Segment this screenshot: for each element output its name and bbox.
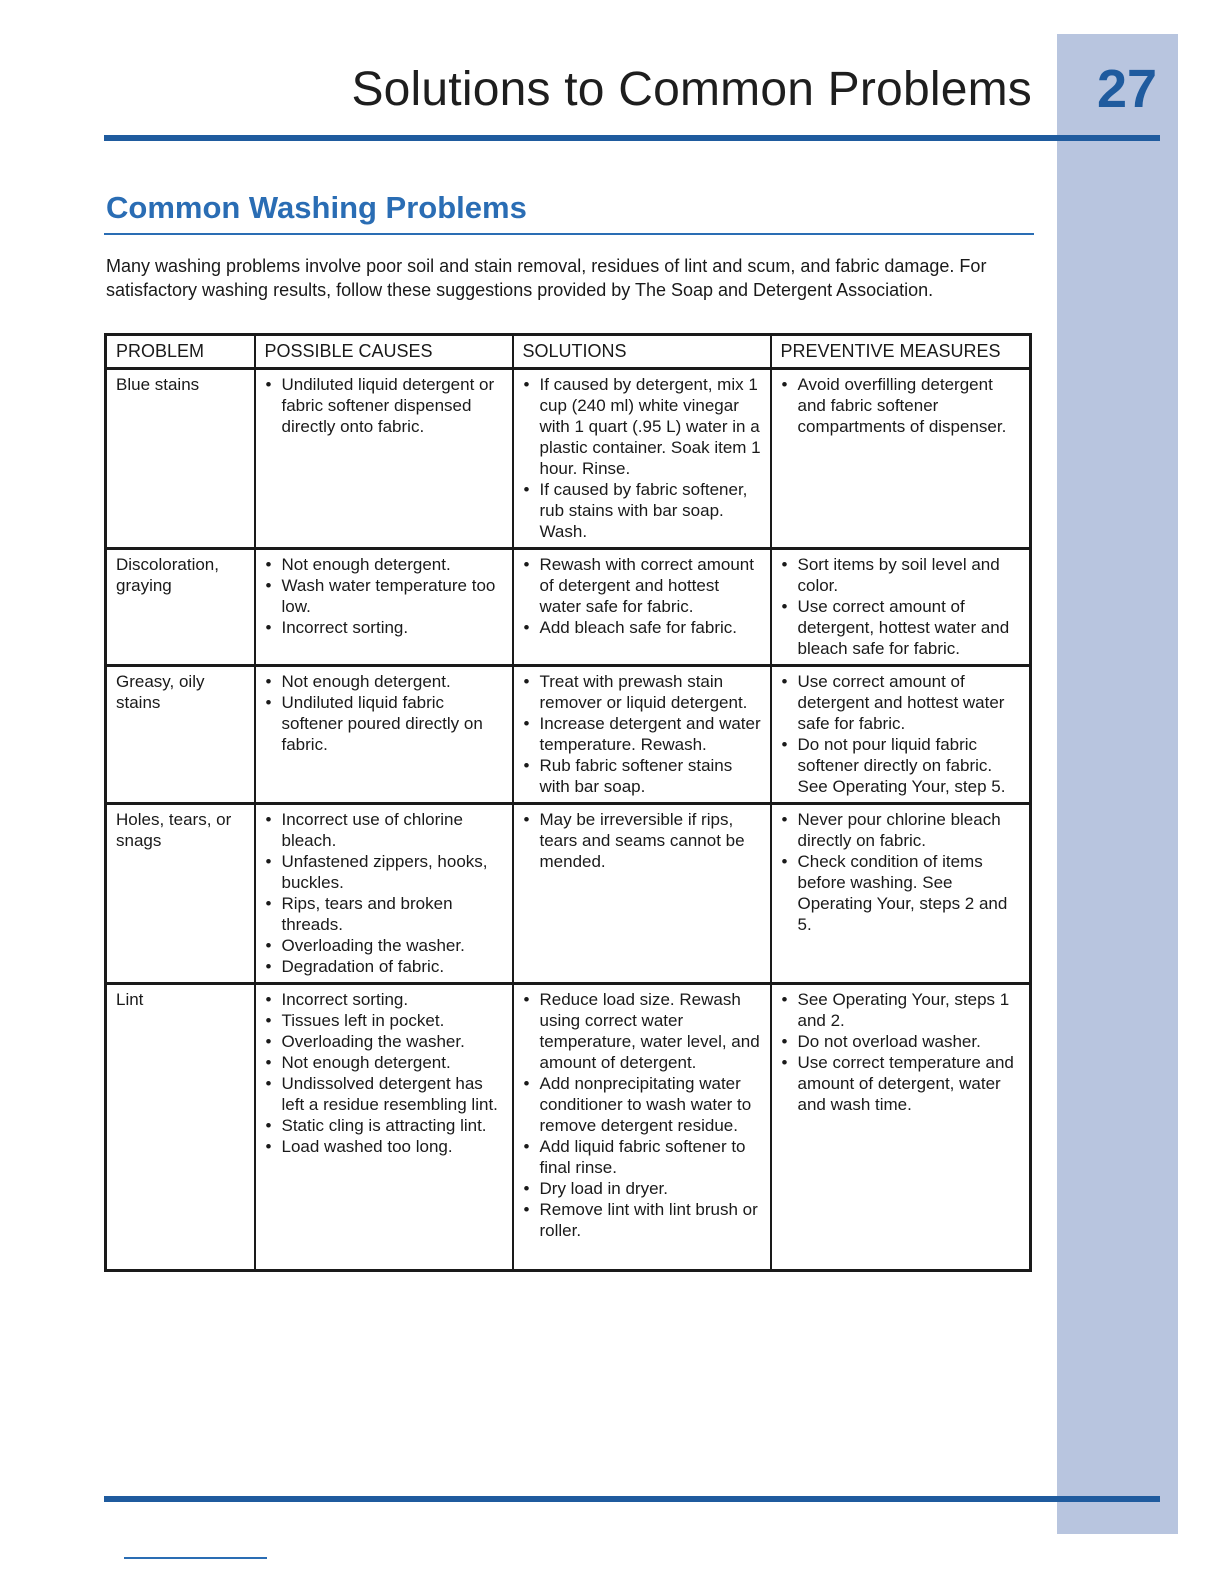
list-item: • Undiluted liquid fabric softener poured directly on fabric. (265, 692, 506, 755)
list-item: • See Operating Your, steps 1 and 2. (781, 989, 1024, 1031)
side-tab-band (1057, 34, 1178, 1534)
column-header-causes: POSSIBLE CAUSES (255, 335, 513, 369)
list-item: • Load washed too long. (265, 1136, 506, 1157)
table-header-row (106, 335, 1031, 369)
list-item: • If caused by detergent, mix 1 cup (240 ml) white vinegar with 1 quart (.95 L) water in a plastic container. Soak item 1 hour. Rinse. (523, 374, 764, 479)
list-item: • Tissues left in pocket. (265, 1010, 506, 1031)
list-item: • Not enough detergent. (265, 1052, 506, 1073)
list-item: • Never pour chlorine bleach directly on fabric. (781, 809, 1024, 851)
page-title: Solutions to Common Problems (351, 63, 1032, 116)
list-item: • Rips, tears and broken threads. (265, 893, 506, 935)
causes-cell (255, 804, 513, 984)
preventive-cell (771, 549, 1031, 666)
list-item: • Increase detergent and water temperature. Rewash. (523, 713, 764, 755)
problem-cell: Holes, tears, or snags (106, 804, 255, 984)
list-item: • Overloading the washer. (265, 1031, 506, 1052)
list-item: • Incorrect sorting. (265, 989, 506, 1010)
preventive-cell (771, 666, 1031, 804)
list-item: • Static cling is attracting lint. (265, 1115, 506, 1136)
preventive-cell (771, 804, 1031, 984)
footer-divider (104, 1496, 1160, 1502)
list-item: • Use correct amount of detergent and hottest water safe for fabric. (781, 671, 1024, 734)
list-item: • Rub fabric softener stains with bar soap. (523, 755, 764, 797)
solutions-cell (513, 549, 771, 666)
list-item: • Incorrect sorting. (265, 617, 506, 638)
list-item: • Not enough detergent. (265, 671, 506, 692)
list-item: • Sort items by soil level and color. (781, 554, 1024, 596)
list-item: • Dry load in dryer. (523, 1178, 764, 1199)
problem-cell: Blue stains (106, 369, 255, 549)
intro-paragraph: Many washing problems involve poor soil and stain removal, residues of lint and scum, and fabric damage. For satisfactory washing results, follow these suggestions provided by The Soap and Detergent Association. (106, 256, 987, 300)
preventive-cell (771, 984, 1031, 1271)
list-item: • Do not overload washer. (781, 1031, 1024, 1052)
preventive-cell (771, 369, 1031, 549)
list-item: • Treat with prewash stain remover or liquid detergent. (523, 671, 764, 713)
header-divider (104, 135, 1160, 141)
table-row (106, 984, 1031, 1271)
solutions-cell (513, 369, 771, 549)
table-row (106, 549, 1031, 666)
list-item: • Degradation of fabric. (265, 956, 506, 977)
footer-underline-mark (124, 1557, 267, 1559)
page-number: 27 (1097, 59, 1158, 119)
list-item: • Add liquid fabric softener to final rinse. (523, 1136, 764, 1178)
column-header-preventive: PREVENTIVE MEASURES (771, 335, 1031, 369)
list-item: • Wash water temperature too low. (265, 575, 506, 617)
list-item: • Use correct amount of detergent, hottest water and bleach safe for fabric. (781, 596, 1024, 659)
list-item: • Add nonprecipitating water conditioner to wash water to remove detergent residue. (523, 1073, 764, 1136)
causes-cell (255, 549, 513, 666)
table-row (106, 369, 1031, 549)
causes-cell (255, 666, 513, 804)
column-header-problem: PROBLEM (106, 335, 255, 369)
section-heading: Common Washing Problems (106, 190, 527, 225)
problems-table (104, 333, 1032, 1272)
column-header-solutions: SOLUTIONS (513, 335, 771, 369)
list-item: • Rewash with correct amount of detergent and hottest water safe for fabric. (523, 554, 764, 617)
list-item: • Avoid overfilling detergent and fabric softener compartments of dispenser. (781, 374, 1024, 437)
table-row (106, 804, 1031, 984)
list-item: • Not enough detergent. (265, 554, 506, 575)
list-item: • If caused by fabric softener, rub stains with bar soap. Wash. (523, 479, 764, 542)
list-item: • Use correct temperature and amount of detergent, water and wash time. (781, 1052, 1024, 1115)
problem-cell: Lint (106, 984, 255, 1271)
problem-cell: Greasy, oily stains (106, 666, 255, 804)
list-item: • Add bleach safe for fabric. (523, 617, 764, 638)
causes-cell (255, 369, 513, 549)
list-item: • Remove lint with lint brush or roller. (523, 1199, 764, 1241)
list-item: • Unfastened zippers, hooks, buckles. (265, 851, 506, 893)
list-item: • Undiluted liquid detergent or fabric softener dispensed directly onto fabric. (265, 374, 506, 437)
causes-cell (255, 984, 513, 1271)
list-item: • Incorrect use of chlorine bleach. (265, 809, 506, 851)
section-divider (104, 233, 1034, 235)
solutions-cell (513, 666, 771, 804)
list-item: • Undissolved detergent has left a residue resembling lint. (265, 1073, 506, 1115)
list-item: • Check condition of items before washing. See Operating Your, steps 2 and 5. (781, 851, 1024, 935)
table-row (106, 666, 1031, 804)
solutions-cell (513, 984, 771, 1271)
list-item: • Overloading the washer. (265, 935, 506, 956)
list-item: • Reduce load size. Rewash using correct water temperature, water level, and amount of detergent. (523, 989, 764, 1073)
list-item: • May be irreversible if rips, tears and seams cannot be mended. (523, 809, 764, 872)
list-item: • Do not pour liquid fabric softener directly on fabric. See Operating Your, step 5. (781, 734, 1024, 797)
problem-cell: Discoloration, graying (106, 549, 255, 666)
solutions-cell (513, 804, 771, 984)
